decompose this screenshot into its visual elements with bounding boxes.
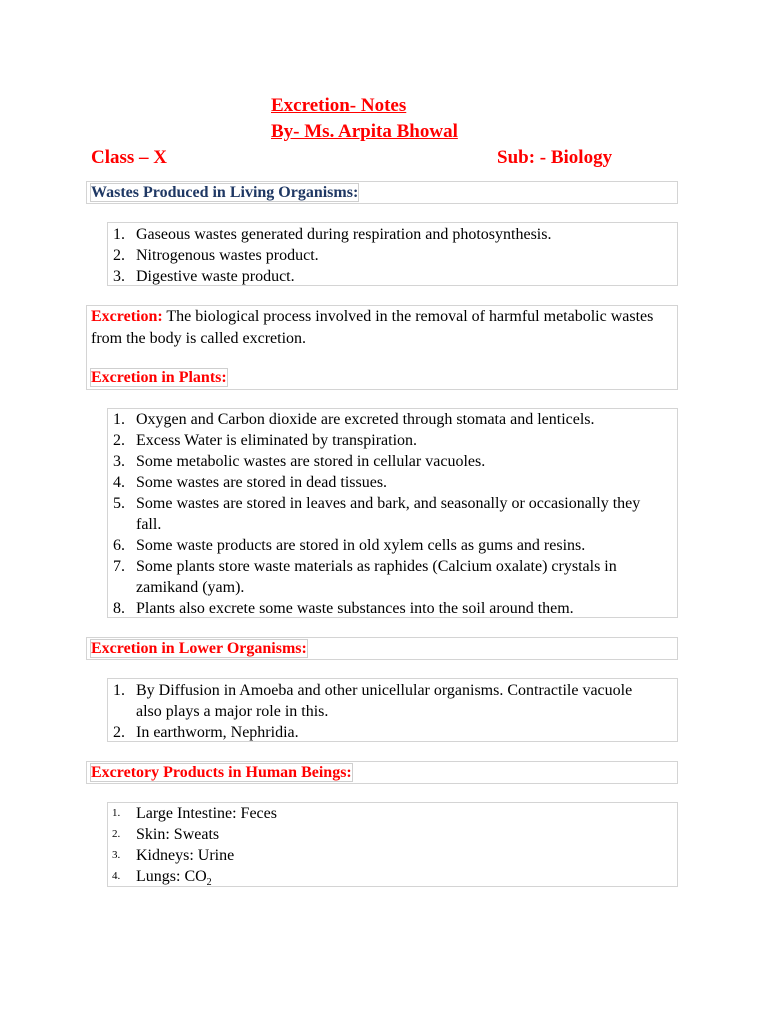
list-item: [108, 866, 668, 893]
co2-subscript: 2: [206, 877, 212, 889]
list-number: 3.: [113, 453, 125, 470]
list-item-text: Plants also excrete some waste substances into the soil around them.: [136, 600, 574, 617]
list-item-text: Skin: Sweats: [136, 826, 220, 843]
list-number: 4.: [112, 870, 121, 882]
list-number: 3.: [113, 268, 125, 285]
list-item: [108, 493, 668, 535]
section-heading-lower-organisms: [91, 639, 307, 659]
human-excretory-list: [108, 803, 668, 893]
list-item: [108, 803, 668, 824]
document-author: By- Ms. Arpita Bhowal: [271, 121, 458, 142]
list-item-text: Lungs: CO: [136, 868, 207, 885]
list-item-text: Some wastes are stored in leaves and bark, and seasonally or occasionally they fall.: [136, 495, 641, 533]
list-item: [108, 266, 676, 287]
list-item: [108, 535, 668, 556]
section-heading-text: Excretion in Lower Organisms:: [91, 640, 307, 657]
class-label: Class – X: [91, 147, 168, 168]
list-item: [108, 556, 668, 598]
section-heading-text: Wastes Produced in Living Organisms:: [91, 184, 359, 201]
list-item-text: Oxygen and Carbon dioxide are excreted through stomata and lenticels.: [136, 411, 595, 428]
subject-label: Sub: - Biology: [497, 147, 613, 168]
list-item-text: Some plants store waste materials as raphides (Calcium oxalate) crystals in zamikand (yam).: [136, 558, 617, 596]
list-item: [108, 472, 668, 493]
list-item: [108, 245, 676, 266]
list-number: 6.: [113, 537, 125, 554]
wastes-list: [108, 224, 676, 287]
section-heading-human-beings: [91, 763, 352, 783]
list-item: [108, 430, 668, 451]
list-item-text: Some metabolic wastes are stored in cellular vacuoles.: [136, 453, 486, 470]
list-item: [108, 680, 653, 722]
section-heading-text: Excretion in Plants:: [91, 369, 227, 386]
list-item-text: In earthworm, Nephridia.: [136, 724, 299, 741]
section-heading-text: Excretory Products in Human Beings:: [91, 764, 352, 781]
list-item: [108, 409, 668, 430]
list-number: 5.: [113, 495, 125, 512]
list-item-text: Excess Water is eliminated by transpiration.: [136, 432, 418, 449]
excretion-definition: [91, 306, 671, 350]
list-number: 2.: [113, 432, 125, 449]
document-title: Excretion- Notes: [271, 95, 407, 116]
list-item-text: By Diffusion in Amoeba and other unicellular organisms. Contractile vacuole also plays a major role in this.: [136, 682, 633, 720]
list-item: [108, 224, 676, 245]
lower-organisms-list: [108, 680, 653, 743]
list-number: 3.: [112, 849, 121, 861]
list-item-text: Gaseous wastes generated during respiration and photosynthesis.: [136, 226, 552, 243]
excretion-label: Excretion:: [91, 308, 163, 325]
section-heading-wastes: [91, 183, 358, 203]
list-number: 2.: [112, 828, 121, 840]
list-number: 4.: [113, 474, 125, 491]
list-item-text: Digestive waste product.: [136, 268, 295, 285]
plants-list: [108, 409, 668, 619]
list-item: [108, 722, 653, 743]
list-item-text: Nitrogenous wastes product.: [136, 247, 319, 264]
list-item-text: Large Intestine: Feces: [136, 805, 277, 822]
list-item: [108, 845, 668, 866]
list-number: 7.: [113, 558, 125, 575]
list-number: 2.: [113, 247, 125, 264]
excretion-text: The biological process involved in the removal of harmful metabolic wastes from the body is called excretion.: [91, 308, 654, 347]
section-heading-plants: [91, 368, 227, 388]
list-number: 1.: [113, 682, 125, 699]
list-number: 8.: [113, 600, 125, 617]
list-item: [108, 824, 668, 845]
list-item-text: Some wastes are stored in dead tissues.: [136, 474, 388, 491]
list-item-text: Kidneys: Urine: [136, 847, 235, 864]
list-number: 1.: [113, 411, 125, 428]
list-number: 1.: [113, 226, 125, 243]
list-item: [108, 598, 668, 619]
list-number: 1.: [112, 807, 121, 819]
list-item-text: Some waste products are stored in old xylem cells as gums and resins.: [136, 537, 586, 554]
list-item: [108, 451, 668, 472]
list-number: 2.: [113, 724, 125, 741]
